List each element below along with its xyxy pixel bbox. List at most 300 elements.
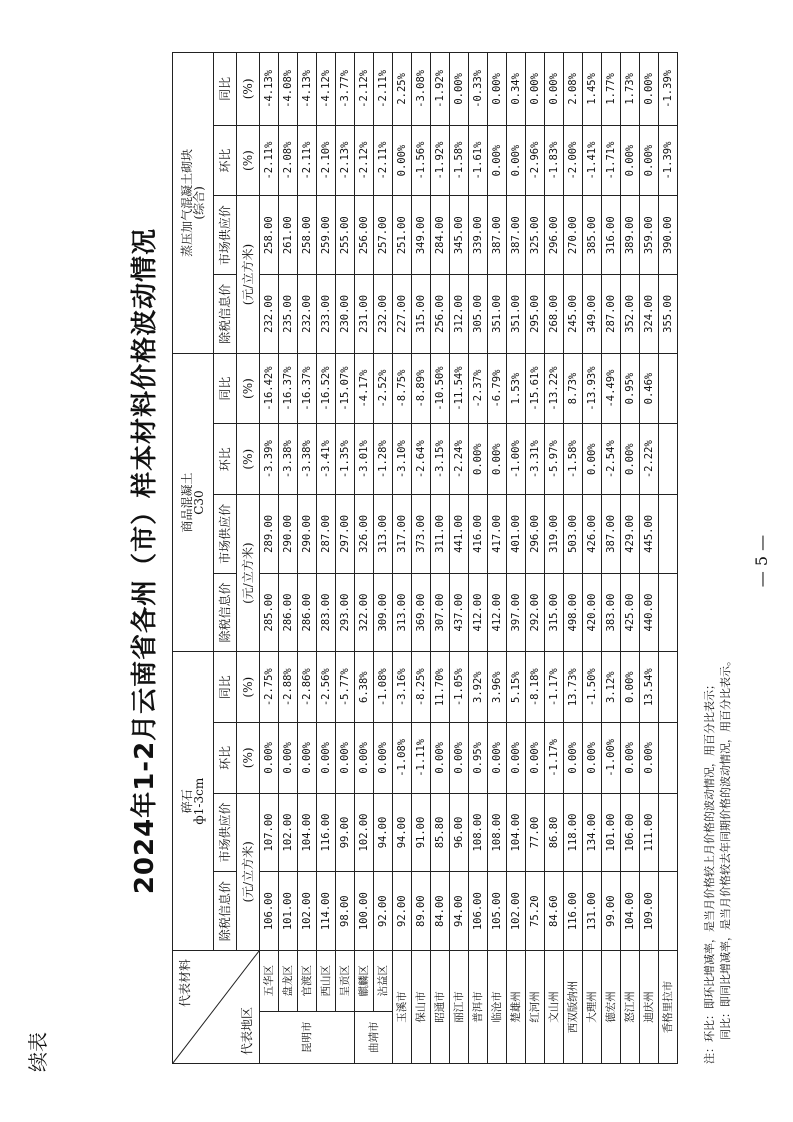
- area-name: 大理州: [583, 951, 602, 1064]
- area-name: 沾益区: [374, 951, 393, 1012]
- cell-value: 425.00: [621, 573, 640, 652]
- cell-value: -2.88%: [279, 652, 298, 723]
- cell-value: -1.35%: [336, 424, 355, 495]
- cell-value: 96.00: [450, 793, 469, 872]
- cell-value: 89.00: [412, 872, 431, 951]
- corner-area-label: 代表地区: [240, 1006, 254, 1055]
- cell-value: 8.73%: [564, 353, 583, 424]
- cell-value: 101.00: [602, 793, 621, 872]
- area-name: 德宏州: [602, 951, 621, 1064]
- cell-value: 84.60: [545, 872, 564, 951]
- cell-value: 256.00: [431, 275, 450, 354]
- area-name: 保山市: [412, 951, 431, 1064]
- cell-value: 383.00: [602, 573, 621, 652]
- cell-value: 259.00: [317, 196, 336, 275]
- cell-value: -1.17%: [545, 652, 564, 723]
- cell-value: 387.00: [488, 196, 507, 275]
- cell-value: 0.00%: [355, 723, 374, 794]
- table-row: [564, 53, 583, 1064]
- area-name: 西山区: [317, 951, 336, 1012]
- cell-value: -2.37%: [469, 353, 488, 424]
- material-name: 蒸压加气混凝土砌块: [180, 148, 194, 257]
- footnotes: [702, 655, 734, 1064]
- material-name: 商品混凝土: [180, 472, 194, 533]
- cell-value: -16.52%: [317, 353, 336, 424]
- cell-value: 257.00: [374, 196, 393, 275]
- cell-value: 92.00: [393, 872, 412, 951]
- cell-value: 315.00: [412, 275, 431, 354]
- cell-value: -4.12%: [317, 53, 336, 126]
- cell-value: 94.00: [393, 793, 412, 872]
- cell-value: -2.64%: [412, 424, 431, 495]
- cell-value: 85.80: [431, 793, 450, 872]
- cell-value: 232.00: [374, 275, 393, 354]
- cell-value: 256.00: [355, 196, 374, 275]
- cell-value: 359.00: [640, 196, 659, 275]
- cell-value: [659, 793, 678, 872]
- area-name: 红河州: [526, 951, 545, 1064]
- cell-value: 292.00: [526, 573, 545, 652]
- cell-value: 86.80: [545, 793, 564, 872]
- cell-value: 1.73%: [621, 53, 640, 126]
- cell-value: 102.00: [507, 872, 526, 951]
- cell-value: 355.00: [659, 275, 678, 354]
- area-name: 临沧市: [488, 951, 507, 1064]
- col-market-price: 市场供应价: [214, 196, 237, 275]
- cell-value: 305.00: [469, 275, 488, 354]
- cell-value: 98.00: [336, 872, 355, 951]
- table-row: [355, 53, 374, 1064]
- footnote-mom: 注：环比：即环比增减率，是当月价格较上月价格的波动情况，用百分比表示；: [703, 679, 716, 1064]
- material-concrete-header: [173, 353, 214, 652]
- cell-value: 0.00%: [526, 723, 545, 794]
- cell-value: 412.00: [469, 573, 488, 652]
- cell-value: 102.00: [355, 793, 374, 872]
- cell-value: 0.00%: [621, 424, 640, 495]
- cell-value: 387.00: [507, 196, 526, 275]
- col-market-price: 市场供应价: [214, 495, 237, 574]
- header-row-materials: [173, 53, 214, 1064]
- cell-value: 311.00: [431, 495, 450, 574]
- area-name: 文山州: [545, 951, 564, 1064]
- table-row: [545, 53, 564, 1064]
- cell-value: 111.00: [640, 793, 659, 872]
- cell-value: -3.38%: [298, 424, 317, 495]
- cell-value: 498.00: [564, 573, 583, 652]
- cell-value: 0.00%: [450, 723, 469, 794]
- cell-value: -2.56%: [317, 652, 336, 723]
- cell-value: -1.56%: [412, 125, 431, 196]
- cell-value: -2.11%: [260, 125, 279, 196]
- cell-value: 104.00: [507, 793, 526, 872]
- cell-value: 3.12%: [602, 652, 621, 723]
- continued-label: 续表: [26, 1032, 50, 1072]
- cell-value: 286.00: [279, 573, 298, 652]
- cell-value: 387.00: [602, 495, 621, 574]
- cell-value: 416.00: [469, 495, 488, 574]
- pct-label: (%): [237, 353, 260, 424]
- area-name: 呈贡区: [336, 951, 355, 1012]
- cell-value: 352.00: [621, 275, 640, 354]
- cell-value: 118.00: [564, 793, 583, 872]
- cell-value: 0.00%: [431, 723, 450, 794]
- cell-value: 99.00: [336, 793, 355, 872]
- group-kunming: 昆明市: [260, 1011, 355, 1063]
- cell-value: 287.00: [602, 275, 621, 354]
- cell-value: 261.00: [279, 196, 298, 275]
- area-name: 迪庆州: [640, 951, 659, 1064]
- col-mom: 环比: [214, 424, 237, 495]
- cell-value: 420.00: [583, 573, 602, 652]
- cell-value: -2.11%: [374, 125, 393, 196]
- area-name: 昭通市: [431, 951, 450, 1064]
- cell-value: -2.13%: [336, 125, 355, 196]
- cell-value: 317.00: [393, 495, 412, 574]
- cell-value: 108.00: [469, 793, 488, 872]
- cell-value: 0.00%: [336, 723, 355, 794]
- cell-value: 445.00: [640, 495, 659, 574]
- cell-value: 0.00%: [583, 723, 602, 794]
- cell-value: -1.08%: [393, 723, 412, 794]
- cell-value: -1.00%: [602, 723, 621, 794]
- pct-label: (%): [237, 652, 260, 723]
- cell-value: 109.00: [640, 872, 659, 951]
- cell-value: 131.00: [583, 872, 602, 951]
- pct-label: (%): [237, 723, 260, 794]
- table-row: [317, 53, 336, 1064]
- cell-value: 319.00: [545, 495, 564, 574]
- corner-header: [173, 951, 260, 1064]
- cell-value: 290.00: [279, 495, 298, 574]
- cell-value: 0.00%: [621, 723, 640, 794]
- table-row: [336, 53, 355, 1064]
- cell-value: 0.00%: [298, 723, 317, 794]
- cell-value: -15.61%: [526, 353, 545, 424]
- cell-value: -1.00%: [507, 424, 526, 495]
- col-yoy: 同比: [214, 353, 237, 424]
- cell-value: 0.00%: [469, 424, 488, 495]
- cell-value: 351.00: [488, 275, 507, 354]
- cell-value: 322.00: [355, 573, 374, 652]
- table-row: [374, 53, 393, 1064]
- cell-value: 91.00: [412, 793, 431, 872]
- cell-value: 105.00: [488, 872, 507, 951]
- cell-value: -1.83%: [545, 125, 564, 196]
- cell-value: 0.00%: [507, 125, 526, 196]
- cell-value: 325.00: [526, 196, 545, 275]
- cell-value: 100.00: [355, 872, 374, 951]
- group-qujing: 曲靖市: [355, 1011, 393, 1063]
- table-row: [393, 53, 412, 1064]
- page-title: 2024年1-2月云南省各州（市）样本材料价格波动情况: [130, 227, 160, 895]
- cell-value: [659, 573, 678, 652]
- cell-value: 227.00: [393, 275, 412, 354]
- cell-value: 116.00: [564, 872, 583, 951]
- cell-value: 0.00%: [640, 125, 659, 196]
- cell-value: 290.00: [298, 495, 317, 574]
- cell-value: -1.05%: [450, 652, 469, 723]
- cell-value: -1.08%: [374, 652, 393, 723]
- cell-value: 108.00: [488, 793, 507, 872]
- cell-value: 390.00: [659, 196, 678, 275]
- table-row: [298, 53, 317, 1064]
- cell-value: -13.22%: [545, 353, 564, 424]
- cell-value: [659, 723, 678, 794]
- cell-value: 268.00: [545, 275, 564, 354]
- cell-value: 106.00: [260, 872, 279, 951]
- cell-value: 417.00: [488, 495, 507, 574]
- cell-value: 296.00: [526, 495, 545, 574]
- cell-value: -10.50%: [431, 353, 450, 424]
- cell-value: 114.00: [317, 872, 336, 951]
- cell-value: 101.00: [279, 872, 298, 951]
- cell-value: -1.11%: [412, 723, 431, 794]
- cell-value: -2.11%: [374, 53, 393, 126]
- cell-value: -2.96%: [526, 125, 545, 196]
- table-row: [431, 53, 450, 1064]
- area-name: 玉溪市: [393, 951, 412, 1064]
- cell-value: 99.00: [602, 872, 621, 951]
- area-name: 怒江州: [621, 951, 640, 1064]
- cell-value: -3.39%: [260, 424, 279, 495]
- cell-value: -4.13%: [298, 53, 317, 126]
- col-yoy: 同比: [214, 53, 237, 126]
- table-row: [469, 53, 488, 1064]
- cell-value: -1.61%: [469, 125, 488, 196]
- area-name: 盘龙区: [279, 951, 298, 1012]
- table-row: [602, 53, 621, 1064]
- cell-value: -2.08%: [279, 125, 298, 196]
- cell-value: -8.25%: [412, 652, 431, 723]
- col-yoy: 同比: [214, 652, 237, 723]
- cell-value: 92.00: [374, 872, 393, 951]
- cell-value: -1.50%: [583, 652, 602, 723]
- cell-value: 0.00%: [488, 723, 507, 794]
- table-row: [412, 53, 431, 1064]
- cell-value: 316.00: [602, 196, 621, 275]
- corner-material-label: 代表材料: [178, 959, 192, 1008]
- cell-value: -4.08%: [279, 53, 298, 126]
- area-name: 五华区: [260, 951, 279, 1012]
- cell-value: 0.00%: [279, 723, 298, 794]
- cell-value: 3.92%: [469, 652, 488, 723]
- cell-value: 134.00: [583, 793, 602, 872]
- cell-value: 245.00: [564, 275, 583, 354]
- cell-value: 412.00: [488, 573, 507, 652]
- table-row: [450, 53, 469, 1064]
- cell-value: -3.08%: [412, 53, 431, 126]
- area-name: 楚雄州: [507, 951, 526, 1064]
- cell-value: -8.75%: [393, 353, 412, 424]
- cell-value: 5.15%: [507, 652, 526, 723]
- cell-value: 3.96%: [488, 652, 507, 723]
- cell-value: [659, 353, 678, 424]
- cell-value: -2.52%: [374, 353, 393, 424]
- cell-value: -3.01%: [355, 424, 374, 495]
- cell-value: 426.00: [583, 495, 602, 574]
- cell-value: -1.39%: [659, 125, 678, 196]
- cell-value: -2.75%: [260, 652, 279, 723]
- cell-value: 1.77%: [602, 53, 621, 126]
- cell-value: 0.00%: [507, 723, 526, 794]
- cell-value: 296.00: [545, 196, 564, 275]
- cell-value: 0.95%: [469, 723, 488, 794]
- cell-value: -5.97%: [545, 424, 564, 495]
- cell-value: -0.33%: [469, 53, 488, 126]
- cell-value: 6.38%: [355, 652, 374, 723]
- cell-value: 339.00: [469, 196, 488, 275]
- cell-value: 258.00: [260, 196, 279, 275]
- cell-value: -3.15%: [431, 424, 450, 495]
- pct-label: (%): [237, 53, 260, 126]
- cell-value: 389.00: [621, 196, 640, 275]
- cell-value: -3.38%: [279, 424, 298, 495]
- cell-value: 104.00: [298, 793, 317, 872]
- cell-value: 0.95%: [621, 353, 640, 424]
- cell-value: -11.54%: [450, 353, 469, 424]
- cell-value: [659, 652, 678, 723]
- cell-value: 0.00%: [621, 125, 640, 196]
- col-tax-price: 除税信息价: [214, 275, 237, 354]
- cell-value: 0.00%: [374, 723, 393, 794]
- unit-label: (元/立方米): [237, 196, 260, 353]
- cell-value: 0.00%: [640, 723, 659, 794]
- cell-value: -3.31%: [526, 424, 545, 495]
- cell-value: -1.71%: [602, 125, 621, 196]
- cell-value: 351.00: [507, 275, 526, 354]
- cell-value: 0.00%: [564, 723, 583, 794]
- cell-value: 94.00: [374, 793, 393, 872]
- cell-value: 286.00: [298, 573, 317, 652]
- material-spec: ф1-3cm: [192, 777, 206, 825]
- cell-value: 0.00%: [640, 53, 659, 126]
- cell-value: -2.00%: [564, 125, 583, 196]
- cell-value: 0.00%: [450, 53, 469, 126]
- page-number: — 5 —: [752, 534, 771, 588]
- cell-value: 107.00: [260, 793, 279, 872]
- cell-value: [659, 872, 678, 951]
- footnote-yoy: 同比：即同比增减率，是当月价格较去年同期价格的波动情况，用百分比表示。: [719, 655, 732, 1040]
- cell-value: 230.00: [336, 275, 355, 354]
- cell-value: 232.00: [298, 275, 317, 354]
- material-spec: C30: [192, 490, 206, 515]
- header-row-columns: [214, 53, 237, 1064]
- cell-value: -8.18%: [526, 652, 545, 723]
- cell-value: -2.54%: [602, 424, 621, 495]
- cell-value: 0.00%: [526, 53, 545, 126]
- cell-value: 84.00: [431, 872, 450, 951]
- cell-value: -16.37%: [298, 353, 317, 424]
- cell-value: -2.12%: [355, 53, 374, 126]
- table-row: [260, 53, 279, 1064]
- col-market-price: 市场供应价: [214, 793, 237, 872]
- cell-value: 401.00: [507, 495, 526, 574]
- cell-value: 13.73%: [564, 652, 583, 723]
- table-row: [621, 53, 640, 1064]
- cell-value: 102.00: [279, 793, 298, 872]
- table-row: [659, 53, 678, 1064]
- cell-value: 349.00: [412, 196, 431, 275]
- unit-label: (元/立方米): [237, 793, 260, 950]
- price-table: [172, 52, 678, 1064]
- cell-value: 106.00: [469, 872, 488, 951]
- cell-value: 13.54%: [640, 652, 659, 723]
- cell-value: 437.00: [450, 573, 469, 652]
- area-name: 丽江市: [450, 951, 469, 1064]
- cell-value: 104.00: [621, 872, 640, 951]
- cell-value: 293.00: [336, 573, 355, 652]
- cell-value: -16.42%: [260, 353, 279, 424]
- pct-label: (%): [237, 424, 260, 495]
- cell-value: -1.41%: [583, 125, 602, 196]
- table-row: [640, 53, 659, 1064]
- cell-value: 255.00: [336, 196, 355, 275]
- cell-value: -3.10%: [393, 424, 412, 495]
- cell-value: 0.34%: [507, 53, 526, 126]
- cell-value: [659, 495, 678, 574]
- cell-value: 313.00: [393, 573, 412, 652]
- cell-value: 284.00: [431, 196, 450, 275]
- cell-value: 0.00%: [488, 424, 507, 495]
- cell-value: 75.20: [526, 872, 545, 951]
- cell-value: [659, 424, 678, 495]
- table-row: [507, 53, 526, 1064]
- cell-value: -1.58%: [564, 424, 583, 495]
- col-mom: 环比: [214, 723, 237, 794]
- cell-value: -3.77%: [336, 53, 355, 126]
- cell-value: 313.00: [374, 495, 393, 574]
- cell-value: 2.25%: [393, 53, 412, 126]
- cell-value: 283.00: [317, 573, 336, 652]
- cell-value: 1.45%: [583, 53, 602, 126]
- cell-value: -15.07%: [336, 353, 355, 424]
- cell-value: -6.79%: [488, 353, 507, 424]
- cell-value: -2.22%: [640, 424, 659, 495]
- col-mom: 环比: [214, 125, 237, 196]
- material-spec: (综合): [192, 186, 206, 220]
- cell-value: -4.17%: [355, 353, 374, 424]
- cell-value: 309.00: [374, 573, 393, 652]
- cell-value: -1.28%: [374, 424, 393, 495]
- header-row-units: [237, 53, 260, 1064]
- cell-value: 232.00: [260, 275, 279, 354]
- cell-value: 0.00%: [583, 424, 602, 495]
- col-tax-price: 除税信息价: [214, 872, 237, 951]
- cell-value: 429.00: [621, 495, 640, 574]
- cell-value: 289.00: [260, 495, 279, 574]
- cell-value: 0.46%: [640, 353, 659, 424]
- cell-value: 0.00%: [545, 53, 564, 126]
- cell-value: 251.00: [393, 196, 412, 275]
- cell-value: -3.41%: [317, 424, 336, 495]
- cell-value: -5.77%: [336, 652, 355, 723]
- pct-label: (%): [237, 125, 260, 196]
- material-name: 碎石: [180, 789, 194, 814]
- cell-value: 385.00: [583, 196, 602, 275]
- cell-value: 326.00: [355, 495, 374, 574]
- cell-value: -1.92%: [431, 53, 450, 126]
- table-row: [488, 53, 507, 1064]
- cell-value: 397.00: [507, 573, 526, 652]
- cell-value: 106.00: [621, 793, 640, 872]
- table-row: [279, 53, 298, 1064]
- cell-value: 258.00: [298, 196, 317, 275]
- cell-value: 77.00: [526, 793, 545, 872]
- cell-value: -2.86%: [298, 652, 317, 723]
- area-name: 普洱市: [469, 951, 488, 1064]
- cell-value: 373.00: [412, 495, 431, 574]
- cell-value: 0.00%: [393, 125, 412, 196]
